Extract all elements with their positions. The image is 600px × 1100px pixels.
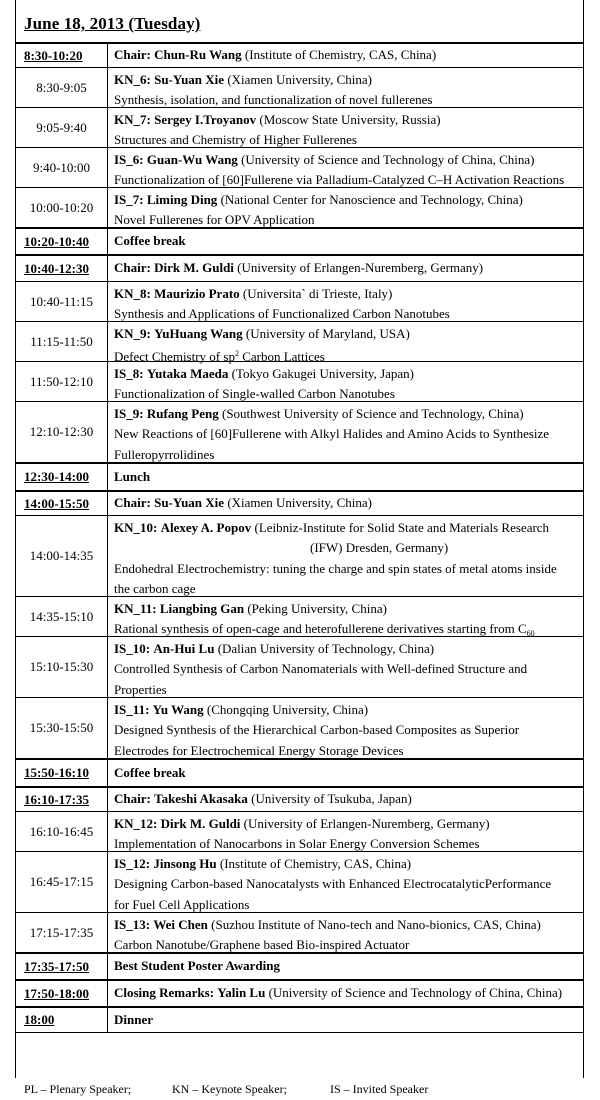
chair-role: Closing Remarks: (114, 985, 215, 1001)
talk-code: KN_12: (114, 816, 158, 831)
speaker-line (114, 324, 577, 344)
time-cell: 14:00-15:50 (16, 492, 108, 515)
content-cell (108, 852, 583, 912)
time-cell: 14:35-15:10 (16, 597, 108, 636)
content-cell (108, 954, 583, 979)
talk-title-text: Synthesis, isolation, and functionalization of novel fullerenes (114, 92, 433, 108)
session-row (16, 1007, 583, 1033)
chair-line (114, 493, 372, 513)
talk-title (114, 935, 577, 955)
content-cell (108, 1008, 583, 1032)
chair-name: Dirk M. Guldi (154, 260, 234, 276)
time-cell: 9:40-10:00 (16, 148, 108, 187)
chair-role: Chair: (114, 47, 151, 63)
speaker-affiliation: (University of Erlangen-Nuremberg, Germany) (243, 816, 490, 831)
content-cell (108, 229, 583, 254)
time-cell: 15:50-16:10 (16, 760, 108, 786)
speaker-name: Yu Wang (152, 702, 204, 717)
talk-row (16, 322, 583, 365)
session-row (16, 228, 583, 255)
talk-title-text: Novel Fullerenes for OPV Application (114, 212, 315, 228)
talk-row (16, 812, 583, 852)
speaker-name: An-Hui Lu (153, 641, 215, 656)
time-cell: 16:45-17:15 (16, 852, 108, 912)
content-cell (108, 597, 583, 639)
content-cell (108, 516, 583, 596)
session-label: Lunch (114, 468, 151, 484)
time-cell: 17:50-18:00 (16, 981, 108, 1006)
talk-title (114, 720, 577, 740)
talk-title-text: Defect Chemistry of sp (114, 349, 235, 365)
talk-title (114, 874, 577, 894)
talk-title-text: Designing Carbon-based Nanocatalysts with Enhanced ElectrocatalyticPerformance (114, 876, 552, 892)
speaker-affiliation-cont: (IFW) Dresden, Germany) (310, 540, 449, 556)
speaker-line (114, 70, 577, 90)
session-row (16, 491, 583, 516)
content-cell (108, 464, 583, 490)
talk-title-text: Carbon Nanotube/Graphene based Bio-inspired Actuator (114, 937, 410, 953)
speaker-affiliation: (Institute of Chemistry, CAS, China) (219, 856, 412, 871)
talk-row (16, 402, 583, 463)
session-label: Coffee break (114, 764, 186, 780)
chair-line (114, 258, 483, 278)
speaker-name: Alexey A. Popov (160, 520, 252, 535)
chair-affiliation: (Institute of Chemistry, CAS, China) (244, 47, 437, 63)
speaker-name: Yutaka Maeda (146, 366, 229, 381)
speaker-name: Rufang Peng (146, 406, 219, 421)
talk-code: IS_7: (114, 192, 144, 207)
talk-title-cont: Electrodes for Electrochemical Energy Storage Devices (114, 742, 404, 758)
speaker-affiliation: (Moscow State University, Russia) (259, 112, 441, 127)
talk-title-cont: for Fuel Cell Applications (114, 896, 250, 912)
talk-title (114, 559, 577, 579)
session-row (16, 980, 583, 1007)
speaker-affiliation: (Tokyo Gakugei University, Japan) (231, 366, 415, 381)
content-cell (108, 68, 583, 107)
time-cell: 15:10-15:30 (16, 637, 108, 697)
speaker-affiliation: (National Center for Nanoscience and Technology, China) (220, 192, 523, 207)
speaker-legend (24, 1082, 428, 1097)
talk-title-text: Rational synthesis of open-cage and heterofullerene derivatives starting from C (114, 621, 527, 637)
talk-code: KN_11: (114, 601, 157, 616)
talk-title-text: New Reactions of [60]Fullerene with Alkyl Halides and Amino Acids to Synthesize (114, 426, 550, 442)
legend-keynote: KN – Keynote Speaker; (172, 1082, 287, 1096)
talk-title-cont: Fulleropyrrolidines (114, 446, 215, 462)
talk-title-text: Functionalization of [60]Fullerene via Palladium-Catalyzed C–H Activation Reactions (114, 172, 565, 188)
content-cell (108, 760, 583, 786)
talk-title-text: Implementation of Nanocarbons in Solar Energy Conversion Schemes (114, 836, 480, 852)
chair-role: Chair: (114, 260, 151, 276)
speaker-name: Maurizio Prato (154, 286, 240, 301)
speaker-line (114, 190, 577, 210)
legend-invited: IS – Invited Speaker (330, 1082, 429, 1096)
chair-affiliation: (Xiamen University, China) (227, 495, 372, 511)
talk-title-text: Carbon Lattices (238, 349, 325, 365)
content-cell (108, 981, 583, 1006)
schedule-rows (16, 43, 583, 1033)
session-label: Dinner (114, 1011, 153, 1027)
time-cell: 14:00-14:35 (16, 516, 108, 596)
speaker-affiliation: (University of Maryland, USA) (245, 326, 410, 341)
chair-name: Su-Yuan Xie (154, 495, 225, 511)
session-row (16, 759, 583, 787)
time-cell: 17:15-17:35 (16, 913, 108, 952)
day-title: June 18, 2013 (Tuesday) (24, 14, 201, 33)
session-row (16, 43, 583, 68)
talk-row (16, 698, 583, 759)
content-cell (108, 788, 583, 811)
speaker-line (114, 639, 577, 659)
talk-row (16, 362, 583, 402)
speaker-affiliation: (Suzhou Institute of Nano-tech and Nano-bionics, CAS, China) (211, 917, 541, 932)
talk-row (16, 516, 583, 597)
speaker-name: Su-Yuan Xie (154, 72, 225, 87)
session-row (16, 255, 583, 282)
speaker-name: Sergey I.Troyanov (154, 112, 257, 127)
session-row (16, 953, 583, 980)
content-cell (108, 362, 583, 401)
chair-line (114, 789, 412, 809)
talk-code: KN_9: (114, 326, 151, 341)
talk-title-text: Functionalization of Single-walled Carbon Nanotubes (114, 386, 395, 402)
speaker-affiliation: (University of Science and Technology of China, China) (241, 152, 535, 167)
talk-title (114, 424, 577, 444)
speaker-name: Jinsong Hu (153, 856, 217, 871)
time-cell: 15:30-15:50 (16, 698, 108, 758)
talk-title-cont: the carbon cage (114, 580, 196, 596)
time-cell: 12:30-14:00 (16, 464, 108, 490)
talk-row (16, 68, 583, 108)
talk-title-cont: Properties (114, 681, 167, 697)
time-cell: 12:10-12:30 (16, 402, 108, 462)
content-cell (108, 188, 583, 227)
speaker-name: YuHuang Wang (154, 326, 243, 341)
speaker-name: Wei Chen (153, 917, 208, 932)
time-cell: 8:30-10:20 (16, 44, 108, 67)
talk-code: IS_10: (114, 641, 151, 656)
talk-code: IS_9: (114, 406, 144, 421)
speaker-line (114, 150, 577, 170)
speaker-line (114, 854, 577, 874)
time-cell: 11:15-11:50 (16, 322, 108, 361)
speaker-line (114, 110, 577, 130)
speaker-name: Liming Ding (146, 192, 218, 207)
content-cell (108, 282, 583, 321)
talk-row (16, 637, 583, 698)
talk-row (16, 188, 583, 228)
speaker-affiliation: (Peking University, China) (247, 601, 387, 616)
talk-row (16, 282, 583, 322)
content-cell (108, 698, 583, 758)
talk-row (16, 597, 583, 637)
content-cell (108, 913, 583, 952)
speaker-affiliation: (Leibniz-Institute for Solid State and Materials Research (254, 520, 550, 535)
speaker-line (114, 915, 577, 935)
subscript: 60 (526, 629, 535, 639)
speaker-line (114, 404, 577, 424)
content-cell (108, 812, 583, 851)
talk-title-text: Structures and Chemistry of Higher Fullerenes (114, 132, 357, 148)
talk-title-text: Synthesis and Applications of Functionalized Carbon Nanotubes (114, 306, 450, 322)
talk-title-text: Endohedral Electrochemistry: tuning the charge and spin states of metal atoms inside (114, 560, 557, 576)
time-cell: 10:40-11:15 (16, 282, 108, 321)
content-cell (108, 492, 583, 515)
speaker-name: Guan-Wu Wang (146, 152, 238, 167)
content-cell (108, 256, 583, 281)
speaker-line (114, 700, 577, 720)
day-header (16, 0, 583, 43)
speaker-affiliation: (Xiamen University, China) (227, 72, 372, 87)
talk-title (114, 210, 577, 230)
talk-row (16, 913, 583, 953)
content-cell (108, 402, 583, 462)
talk-code: KN_10: (114, 520, 158, 535)
speaker-affiliation: (Chongqing University, China) (206, 702, 369, 717)
speaker-line (114, 599, 577, 619)
talk-title-text: Controlled Synthesis of Carbon Nanomaterials with Well-defined Structure and (114, 661, 528, 677)
chair-line (114, 45, 436, 65)
talk-row (16, 852, 583, 913)
schedule-table (15, 0, 584, 1078)
talk-code: IS_11: (114, 702, 150, 717)
talk-row (16, 108, 583, 148)
session-row (16, 463, 583, 491)
speaker-affiliation: (Southwest University of Science and Technology, China) (222, 406, 524, 421)
time-cell: 16:10-16:45 (16, 812, 108, 851)
session-label: Coffee break (114, 233, 186, 249)
speaker-line (114, 284, 577, 304)
session-label: Best Student Poster Awarding (114, 958, 280, 974)
chair-line (114, 983, 562, 1003)
speaker-name: Liangbing Gan (159, 601, 245, 616)
content-cell (108, 322, 583, 365)
time-cell: 10:20-10:40 (16, 229, 108, 254)
time-cell: 10:40-12:30 (16, 256, 108, 281)
time-cell: 18:00 (16, 1008, 108, 1032)
time-cell: 8:30-9:05 (16, 68, 108, 107)
chair-name: Takeshi Akasaka (154, 791, 248, 807)
chair-affiliation: (University of Erlangen-Nuremberg, Germany) (237, 260, 484, 276)
content-cell (108, 108, 583, 147)
talk-code: KN_6: (114, 72, 151, 87)
superscript: 2 (234, 349, 239, 359)
session-row (16, 787, 583, 812)
chair-affiliation: (University of Tsukuba, Japan) (251, 791, 412, 807)
content-cell (108, 148, 583, 187)
time-cell: 11:50-12:10 (16, 362, 108, 401)
speaker-affiliation: (Universita` di Trieste, Italy) (242, 286, 393, 301)
talk-code: KN_8: (114, 286, 151, 301)
chair-role: Chair: (114, 791, 151, 807)
time-cell: 16:10-17:35 (16, 788, 108, 811)
time-cell: 17:35-17:50 (16, 954, 108, 979)
talk-row (16, 148, 583, 188)
speaker-line (114, 518, 577, 538)
speaker-line (114, 364, 577, 384)
content-cell (108, 44, 583, 67)
talk-code: IS_6: (114, 152, 144, 167)
chair-name: Chun-Ru Wang (154, 47, 242, 63)
chair-name: Yalin Lu (217, 985, 266, 1001)
talk-code: IS_8: (114, 366, 144, 381)
legend-plenary: PL – Plenary Speaker; (24, 1082, 132, 1096)
chair-affiliation: (University of Science and Technology of China, China) (268, 985, 563, 1001)
time-cell: 10:00-10:20 (16, 188, 108, 227)
chair-role: Chair: (114, 495, 151, 511)
talk-title (114, 659, 577, 679)
content-cell (108, 637, 583, 697)
speaker-line (114, 814, 577, 834)
talk-code: IS_13: (114, 917, 151, 932)
time-cell: 9:05-9:40 (16, 108, 108, 147)
speaker-affiliation: (Dalian University of Technology, China) (217, 641, 435, 656)
talk-code: KN_7: (114, 112, 151, 127)
talk-code: IS_12: (114, 856, 151, 871)
talk-title-text: Designed Synthesis of the Hierarchical Carbon-based Composites as Superior (114, 722, 520, 738)
speaker-name: Dirk M. Guldi (160, 816, 241, 831)
